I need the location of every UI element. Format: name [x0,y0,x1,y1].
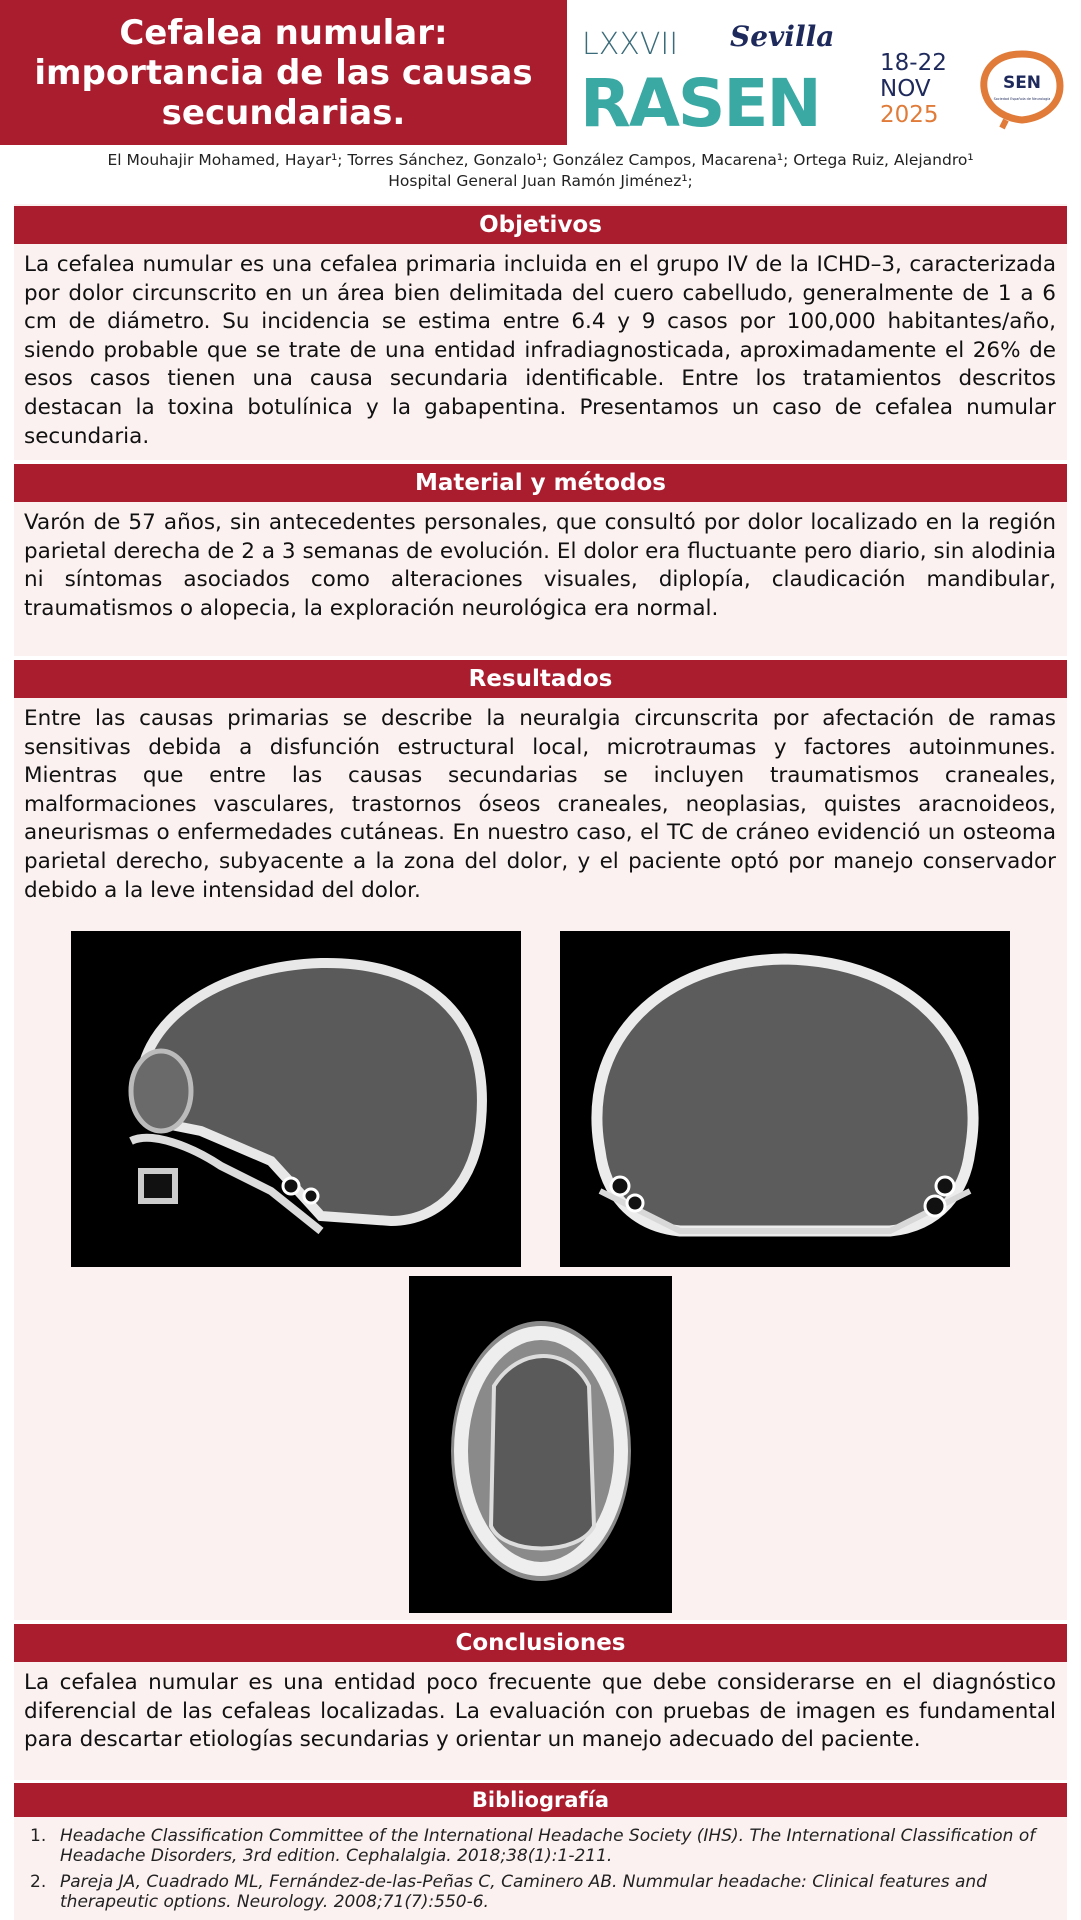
sen-full-name: Sociedad Española de Neurología [993,97,1051,101]
congress-dates [880,50,970,128]
title-line-2: importancia de las causas [34,52,533,93]
conclusiones-heading: Conclusiones [14,1624,1067,1662]
sen-society-logo [976,48,1068,130]
rasen-congress-logo [580,14,870,132]
bibliografia-heading: Bibliografía [14,1783,1067,1817]
ct-axial-image [409,1276,672,1613]
reference-text: Headache Classification Committee of the International Headache Society (IHS). The International Classification of Headache Disorders, 3rd edition. Cephalalgia. 2018;38(1):1-211. [60,1826,1036,1866]
sen-abbr: SEN [1002,73,1042,93]
rasen-text: RASEN [580,65,820,132]
ct-coronal-image [560,931,1010,1267]
authors-names: El Mouhajir Mohamed, Hayar¹; Torres Sánchez, Gonzalo¹; González Campos, Macarena¹; Ortega Ruiz, Alejandro¹ [107,151,974,169]
ct-sagittal-image [71,931,521,1267]
dates-year: 2025 [880,102,939,128]
dates-range: 18-22 [880,50,947,76]
conclusiones-text: La cefalea numular es una entidad poco frecuente que debe considerarse en el diagnóstico diferencial de las cefaleas localizadas. La evaluación con pruebas de imagen es fundamental para descartar etiologías secundarias y orientar un manejo adecuado del paciente. [24,1670,1056,1753]
reference-text: Pareja JA, Cuadrado ML, Fernández-de-las-Peñas C, Caminero AB. Nummular headache: Clinical features and therapeutic options. Neurology. 2008;71(7):550-6. [60,1872,987,1912]
authors-block [0,150,1081,192]
poster-title [0,0,567,145]
edition-text: LXXVII [582,27,679,62]
reference-item-1 [30,1826,1060,1868]
objetivos-text: La cefalea numular es una cefalea primaria incluida en el grupo IV de la ICHD–3, caracterizada por dolor circunscrito en un área bien delimitada del cuero cabelludo, generalmente de 1 a 6 cm de diámetro. Su incidencia se estima entre 6.4 y 9 casos por 100,000 habitantes/año, siendo probable que se trate de una entidad infradiagnosticada, aproximadamente el 26% de esos casos tienen una causa secundaria identificable. Entre los tratamientos descritos destacan la toxina botulínica y la gabapentina. Presentamos un caso de cefalea numular secundaria. [24,252,1056,449]
resultados-heading: Resultados [14,660,1067,698]
resultados-text: Entre las causas primarias se describe la neuralgia circunscrita por afectación de ramas sensitivas debida a disfunción estructural local, microtraumas y factores autoinmunes. Mientras que entre las causas secundarias se incluyen traumatismos craneales, malformaciones vasculares, trastornos óseos craneales, neoplasias, quistes aracnoideos, aneurismas o enfermedades cutáneas. En nuestro caso, el TC de cráneo evidenció un osteoma parietal derecho, subyacente a la zona del dolor, y el paciente optó por manejo conservador debido a la leve intensidad del dolor. [24,706,1056,903]
title-line-1: Cefalea numular: [119,12,448,53]
authors-affiliation: Hospital General Juan Ramón Jiménez¹; [388,172,693,190]
metodos-text: Varón de 57 años, sin antecedentes personales, que consultó por dolor localizado en la región parietal derecha de 2 a 3 semanas de evolución. El dolor era fluctuante pero diario, sin alodinia ni síntomas asociados como alteraciones visuales, diplopía, claudicación mandibular, traumatismos o alopecia, la exploración neurológica era normal. [24,510,1056,621]
objetivos-heading: Objetivos [14,206,1067,244]
title-line-3: secundarias. [161,92,406,133]
reference-number: 2. [30,1872,47,1892]
city-text: Sevilla [730,20,835,53]
reference-item-2 [30,1872,1060,1914]
reference-number: 1. [30,1826,47,1846]
metodos-heading: Material y métodos [14,464,1067,502]
dates-month: NOV [880,76,931,102]
